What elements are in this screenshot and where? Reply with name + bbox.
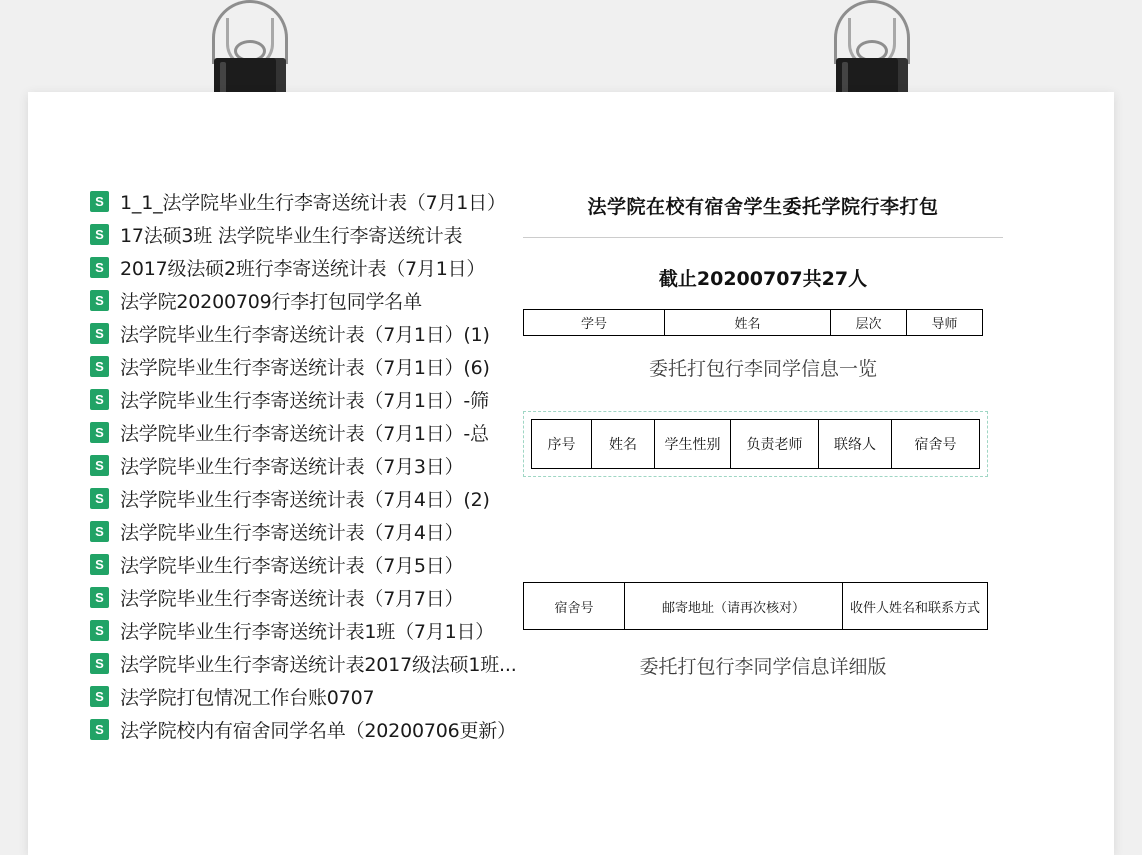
caption-summary: 委托打包行李同学信息一览 (648, 358, 877, 380)
file-name: 法学院毕业生行李寄送统计表（7月4日）(2) (120, 489, 490, 511)
column-header: 序号 (532, 420, 592, 469)
table-row (524, 583, 988, 630)
file-name: 法学院毕业生行李寄送统计表（7月1日）-总 (120, 423, 489, 445)
list-item[interactable] (90, 218, 560, 251)
paper-sheet (28, 92, 1114, 855)
document-subtitle: 截止20200707共27人 (658, 268, 868, 290)
file-name: 法学院毕业生行李寄送统计表（7月7日） (120, 588, 464, 610)
list-item[interactable] (90, 581, 560, 614)
spreadsheet-icon: S (90, 389, 109, 410)
list-item[interactable] (90, 548, 560, 581)
spreadsheet-icon: S (90, 620, 109, 641)
list-item[interactable] (90, 647, 560, 680)
spreadsheet-icon: S (90, 290, 109, 311)
spreadsheet-icon: S (90, 455, 109, 476)
detail-table-wrapper (523, 411, 988, 477)
column-header: 层次 (831, 310, 907, 336)
list-item[interactable] (90, 680, 560, 713)
divider (523, 237, 1003, 238)
table-row (532, 420, 980, 469)
spreadsheet-icon: S (90, 257, 109, 278)
column-header: 学号 (524, 310, 665, 336)
column-header: 姓名 (665, 310, 831, 336)
column-header: 负责老师 (731, 420, 819, 469)
spreadsheet-icon: S (90, 356, 109, 377)
file-name: 法学院毕业生行李寄送统计表（7月5日） (120, 555, 464, 577)
file-name: 法学院毕业生行李寄送统计表（7月4日） (120, 522, 464, 544)
file-name: 法学院毕业生行李寄送统计表（7月1日）(6) (120, 357, 490, 379)
list-item[interactable] (90, 317, 560, 350)
spreadsheet-icon: S (90, 554, 109, 575)
list-item[interactable] (90, 383, 560, 416)
file-name: 法学院毕业生行李寄送统计表2017级法硕1班... (120, 654, 517, 676)
file-name: 17法硕3班 法学院毕业生行李寄送统计表 (120, 225, 463, 247)
list-item[interactable] (90, 416, 560, 449)
file-name: 法学院毕业生行李寄送统计表1班（7月1日） (120, 621, 495, 643)
file-name: 法学院打包情况工作台账0707 (120, 687, 375, 709)
column-header: 邮寄地址（请再次核对） (625, 583, 843, 630)
list-item[interactable] (90, 251, 560, 284)
spreadsheet-icon: S (90, 653, 109, 674)
file-name: 法学院毕业生行李寄送统计表（7月3日） (120, 456, 464, 478)
document-title: 法学院在校有宿舍学生委托学院行李打包 (587, 196, 939, 218)
spreadsheet-icon: S (90, 686, 109, 707)
detail-table (531, 419, 980, 469)
list-item[interactable] (90, 350, 560, 383)
file-name: 法学院20200709行李打包同学名单 (120, 291, 422, 313)
spreadsheet-icon: S (90, 587, 109, 608)
list-item[interactable] (90, 713, 560, 746)
list-item[interactable] (90, 515, 560, 548)
spreadsheet-icon: S (90, 422, 109, 443)
column-header: 联络人 (819, 420, 892, 469)
column-header: 姓名 (592, 420, 655, 469)
list-item[interactable] (90, 614, 560, 647)
column-header: 导师 (907, 310, 983, 336)
spreadsheet-icon: S (90, 191, 109, 212)
file-name: 1_1_法学院毕业生行李寄送统计表（7月1日） (120, 192, 506, 214)
column-header: 学生性别 (655, 420, 731, 469)
spreadsheet-icon: S (90, 719, 109, 740)
table-row (524, 310, 983, 336)
file-name: 2017级法硕2班行李寄送统计表（7月1日） (120, 258, 486, 280)
list-item[interactable] (90, 185, 560, 218)
file-name: 法学院毕业生行李寄送统计表（7月1日）(1) (120, 324, 490, 346)
spreadsheet-icon: S (90, 224, 109, 245)
summary-table (523, 309, 983, 336)
column-header: 宿舍号 (892, 420, 980, 469)
file-name: 法学院校内有宿舍同学名单（20200706更新） (120, 720, 516, 742)
caption-detail: 委托打包行李同学信息详细版 (639, 656, 887, 678)
spreadsheet-icon: S (90, 488, 109, 509)
address-table (523, 582, 988, 630)
list-item[interactable] (90, 449, 560, 482)
list-item[interactable] (90, 482, 560, 515)
spreadsheet-icon: S (90, 323, 109, 344)
list-item[interactable] (90, 284, 560, 317)
file-list (90, 185, 560, 746)
file-name: 法学院毕业生行李寄送统计表（7月1日）-筛 (120, 390, 489, 412)
column-header: 宿舍号 (524, 583, 625, 630)
document-preview (523, 192, 1003, 679)
spreadsheet-icon: S (90, 521, 109, 542)
column-header: 收件人姓名和联系方式 (843, 583, 988, 630)
